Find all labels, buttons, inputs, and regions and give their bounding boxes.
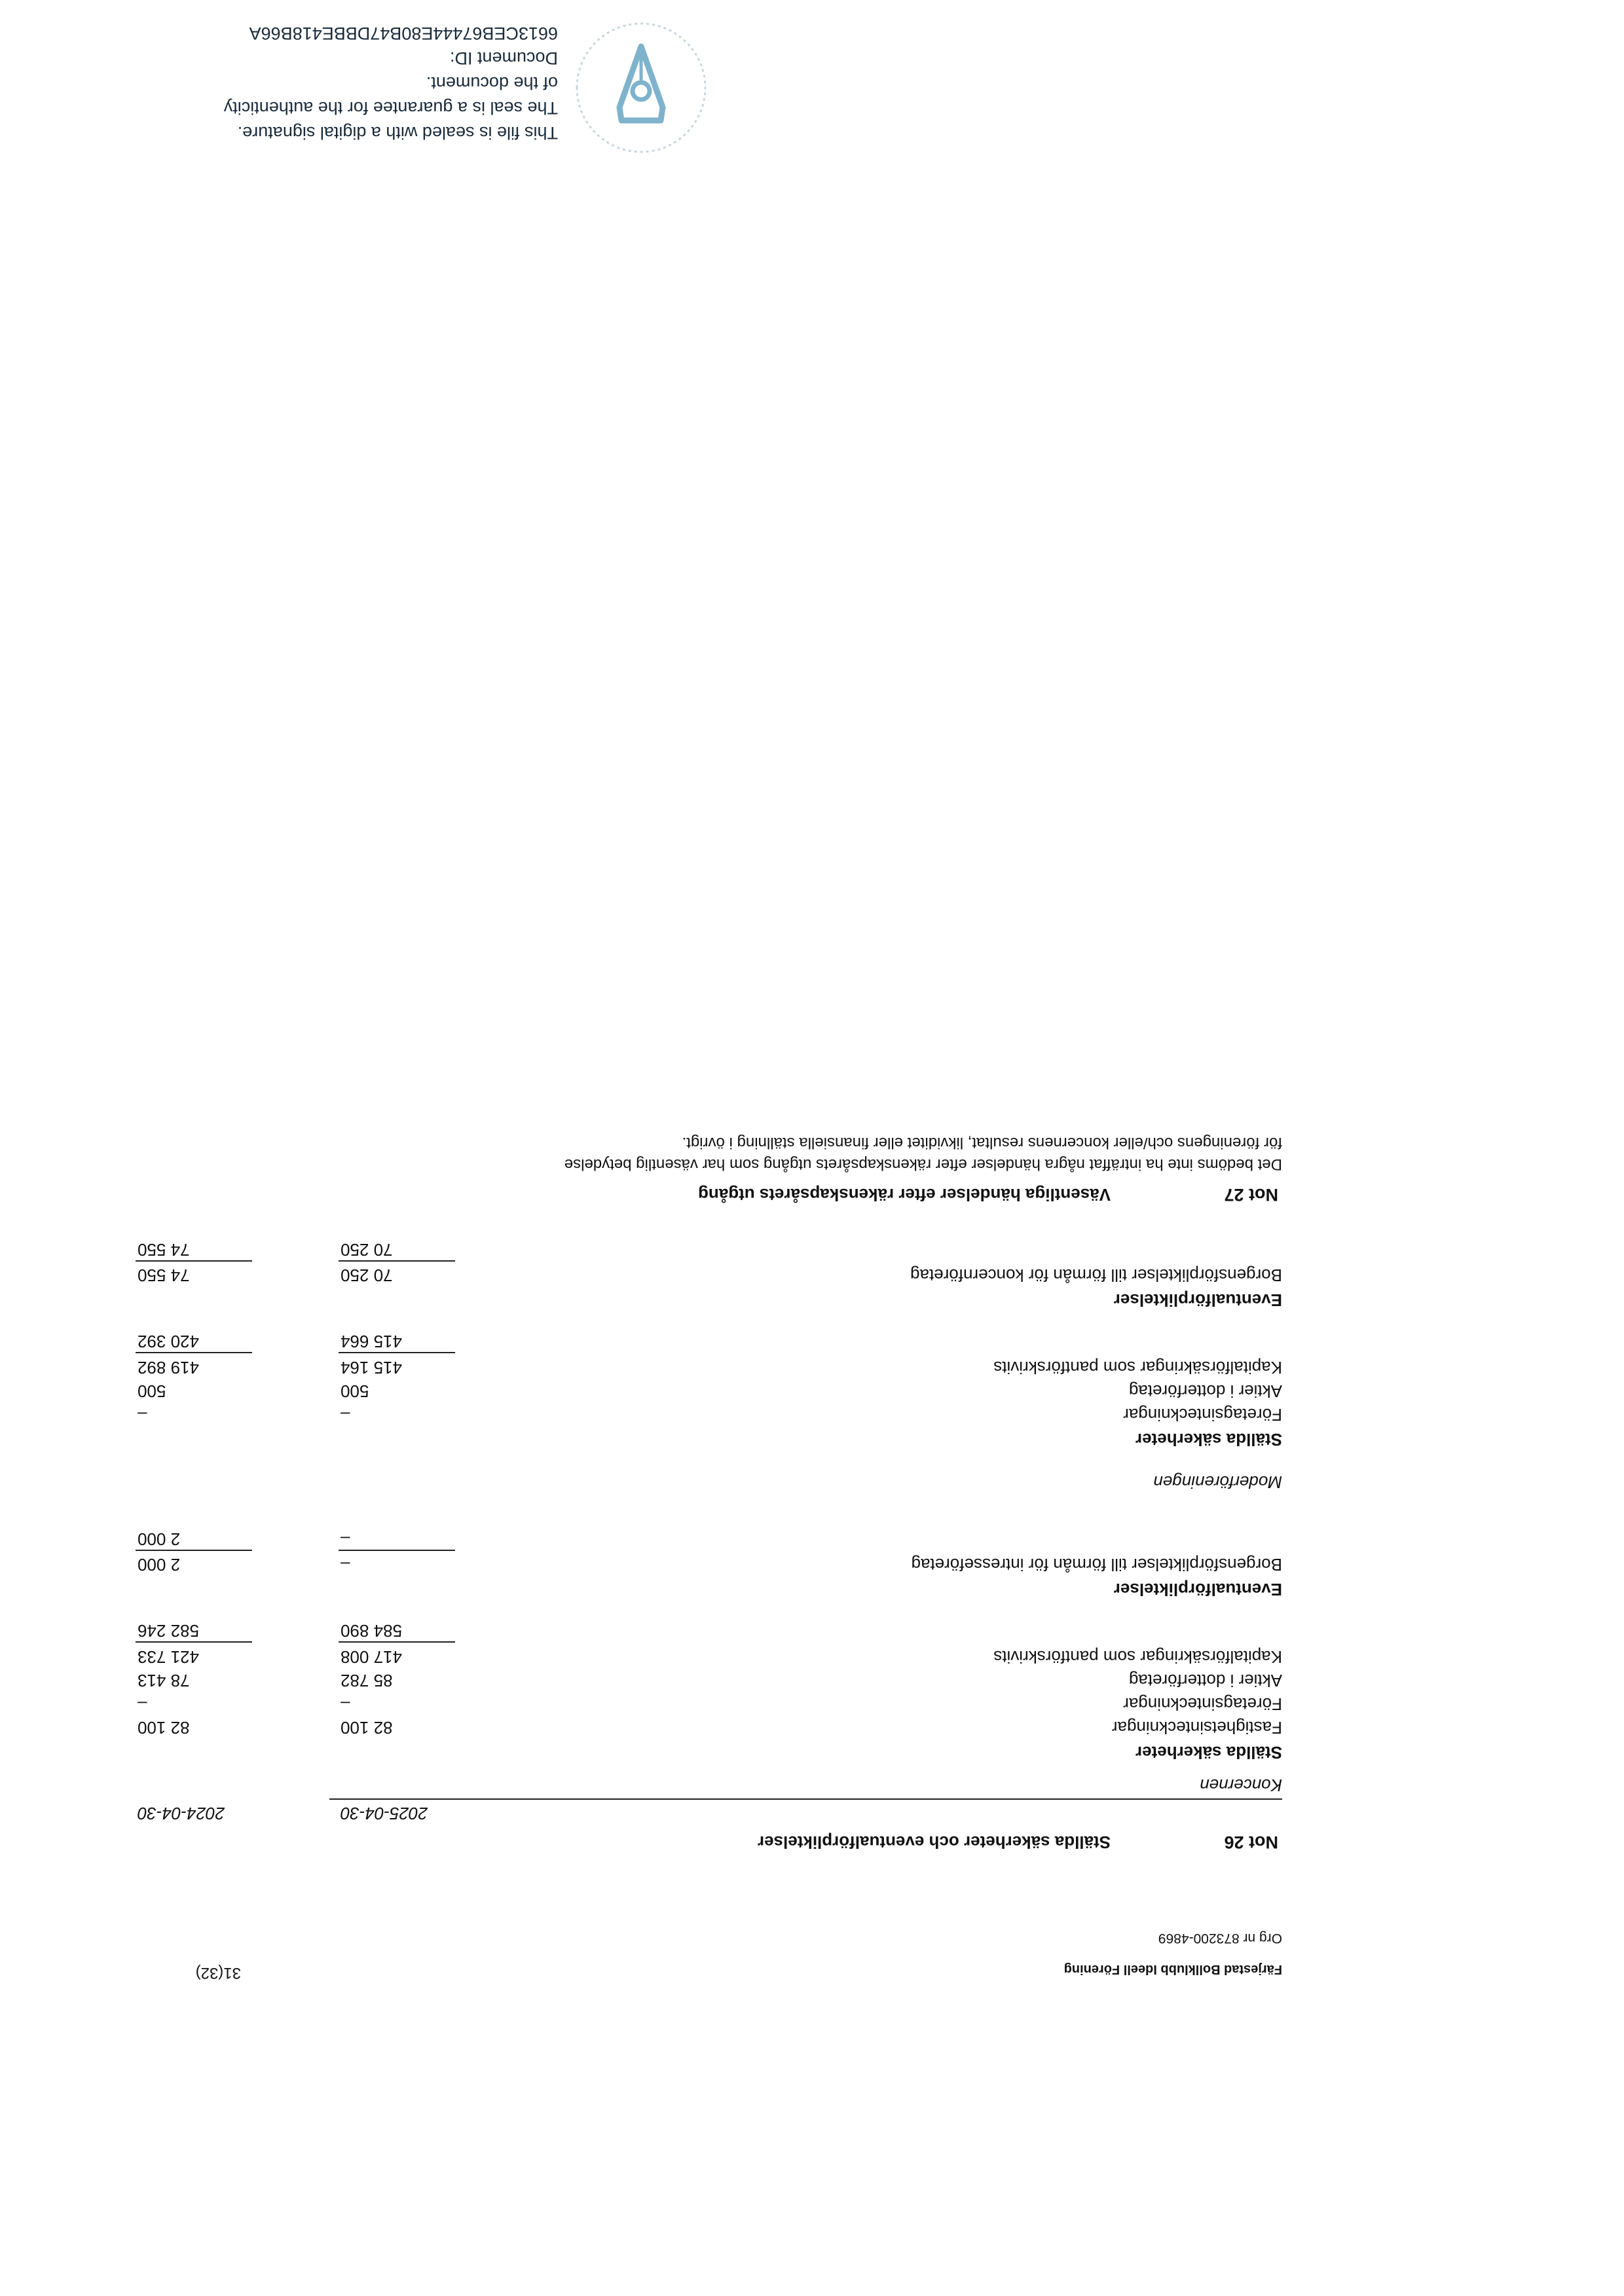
row-label: Företagsinteckningar (1123, 1694, 1282, 1714)
row-value-current: – (341, 1555, 350, 1575)
total-value-current: 70 250 (341, 1240, 393, 1260)
sum-rule (136, 1260, 252, 1262)
sum-rule (136, 1550, 252, 1551)
row-value-prior: – (138, 1405, 147, 1425)
note-number: Not 26 (1224, 1832, 1278, 1852)
total-value-current: 584 890 (341, 1621, 402, 1641)
note-27-line: Det bedöms inte ha inträffat några händelser efter räkenskapsårets utgång som har väsentlig betydelse (564, 1156, 1282, 1173)
sum-rule (339, 1641, 455, 1643)
row-label: Företagsinteckningar (1123, 1405, 1282, 1425)
row-value-current: 82 100 (341, 1718, 393, 1738)
row-label: Aktier i dotterföretag (1128, 1381, 1282, 1401)
row-value-current: 415 164 (341, 1358, 402, 1377)
fountain-pen-nib-seal-icon (572, 19, 710, 156)
row-value-prior: – (138, 1694, 147, 1714)
row-value-prior: 500 (138, 1381, 166, 1401)
subheading-contingent-liabilities: Eventualförpliktelser (1113, 1580, 1282, 1599)
seal-line: This file is sealed with a digital signature. (237, 123, 558, 143)
row-label: Fastighetsinteckningar (1111, 1718, 1282, 1738)
seal-line: of the document. (426, 73, 558, 93)
total-value-prior: 74 550 (138, 1240, 190, 1260)
sum-rule (339, 1550, 455, 1551)
note-27-body (326, 1132, 1282, 1175)
note-title: Ställda säkerheter och eventualförpliktelser (758, 1832, 1111, 1852)
note-27-heading (335, 1178, 1278, 1205)
organization-number: Org nr 873200-4869 (1158, 1931, 1282, 1946)
section-heading-parent: Moderföreningen (1153, 1472, 1282, 1492)
subheading-contingent-liabilities: Eventualförpliktelser (1113, 1290, 1282, 1310)
row-label: Kapitalförsäkringar som pantförskrivits (993, 1647, 1282, 1667)
seal-document-id-label: Document ID: (449, 48, 558, 68)
total-value-current: – (341, 1529, 350, 1549)
sum-rule (136, 1641, 252, 1643)
subheading-pledged-assets: Ställda säkerheter (1135, 1743, 1282, 1762)
note-title: Väsentliga händelser efter räkenskapsårets utgång (697, 1185, 1111, 1205)
section-heading-group: Koncernen (1200, 1776, 1282, 1795)
row-value-prior: 74 550 (138, 1266, 190, 1285)
sum-rule (339, 1260, 455, 1262)
organization-name: Färjestad Bollklubb Ideell Förening (1063, 1962, 1282, 1977)
row-value-current: 500 (341, 1381, 369, 1401)
sum-rule (136, 1352, 252, 1353)
row-value-prior: 419 892 (138, 1358, 199, 1377)
row-value-current: – (341, 1694, 350, 1714)
subheading-pledged-assets: Ställda säkerheter (1135, 1430, 1282, 1449)
row-value-prior: 78 413 (138, 1671, 190, 1690)
row-label: Borgensförpliktelser till förmån för intresseföretag (911, 1555, 1282, 1575)
row-value-current: 85 782 (341, 1671, 393, 1690)
note-26-heading (335, 1826, 1278, 1852)
row-value-current: 70 250 (341, 1266, 393, 1285)
sum-rule (339, 1352, 455, 1353)
row-label: Kapitalförsäkringar som pantförskrivits (993, 1358, 1282, 1377)
seal-line: The seal is a guarantee for the authenticity (223, 98, 558, 118)
total-value-prior: 420 392 (138, 1332, 199, 1351)
note-number: Not 27 (1224, 1185, 1278, 1205)
row-label: Aktier i dotterföretag (1128, 1671, 1282, 1690)
header-rule (329, 1798, 1282, 1800)
total-value-current: 415 664 (341, 1332, 402, 1351)
row-value-prior: 421 733 (138, 1647, 199, 1667)
row-value-prior: 2 000 (138, 1555, 181, 1575)
row-label: Borgensförpliktelser till förmån för koncernföretag (910, 1266, 1282, 1285)
digital-seal (572, 19, 710, 156)
column-header-prior-year: 2024-04-30 (138, 1804, 225, 1823)
note-27-line: för föreningens och/eller koncernens resultat, likviditet eller finansiella ställning i övrigt. (682, 1134, 1282, 1152)
row-value-current: 417 008 (341, 1647, 402, 1667)
seal-statement (224, 21, 558, 145)
total-value-prior: 2 000 (138, 1529, 181, 1549)
seal-document-id: 6613CEB67444E80B47DBBE418B66A (249, 24, 558, 43)
row-value-prior: 82 100 (138, 1718, 190, 1738)
total-value-prior: 582 246 (138, 1621, 199, 1641)
page-number: 31(32) (195, 1964, 241, 1982)
row-value-current: – (341, 1405, 350, 1425)
column-header-current-year: 2025-04-30 (341, 1804, 428, 1823)
